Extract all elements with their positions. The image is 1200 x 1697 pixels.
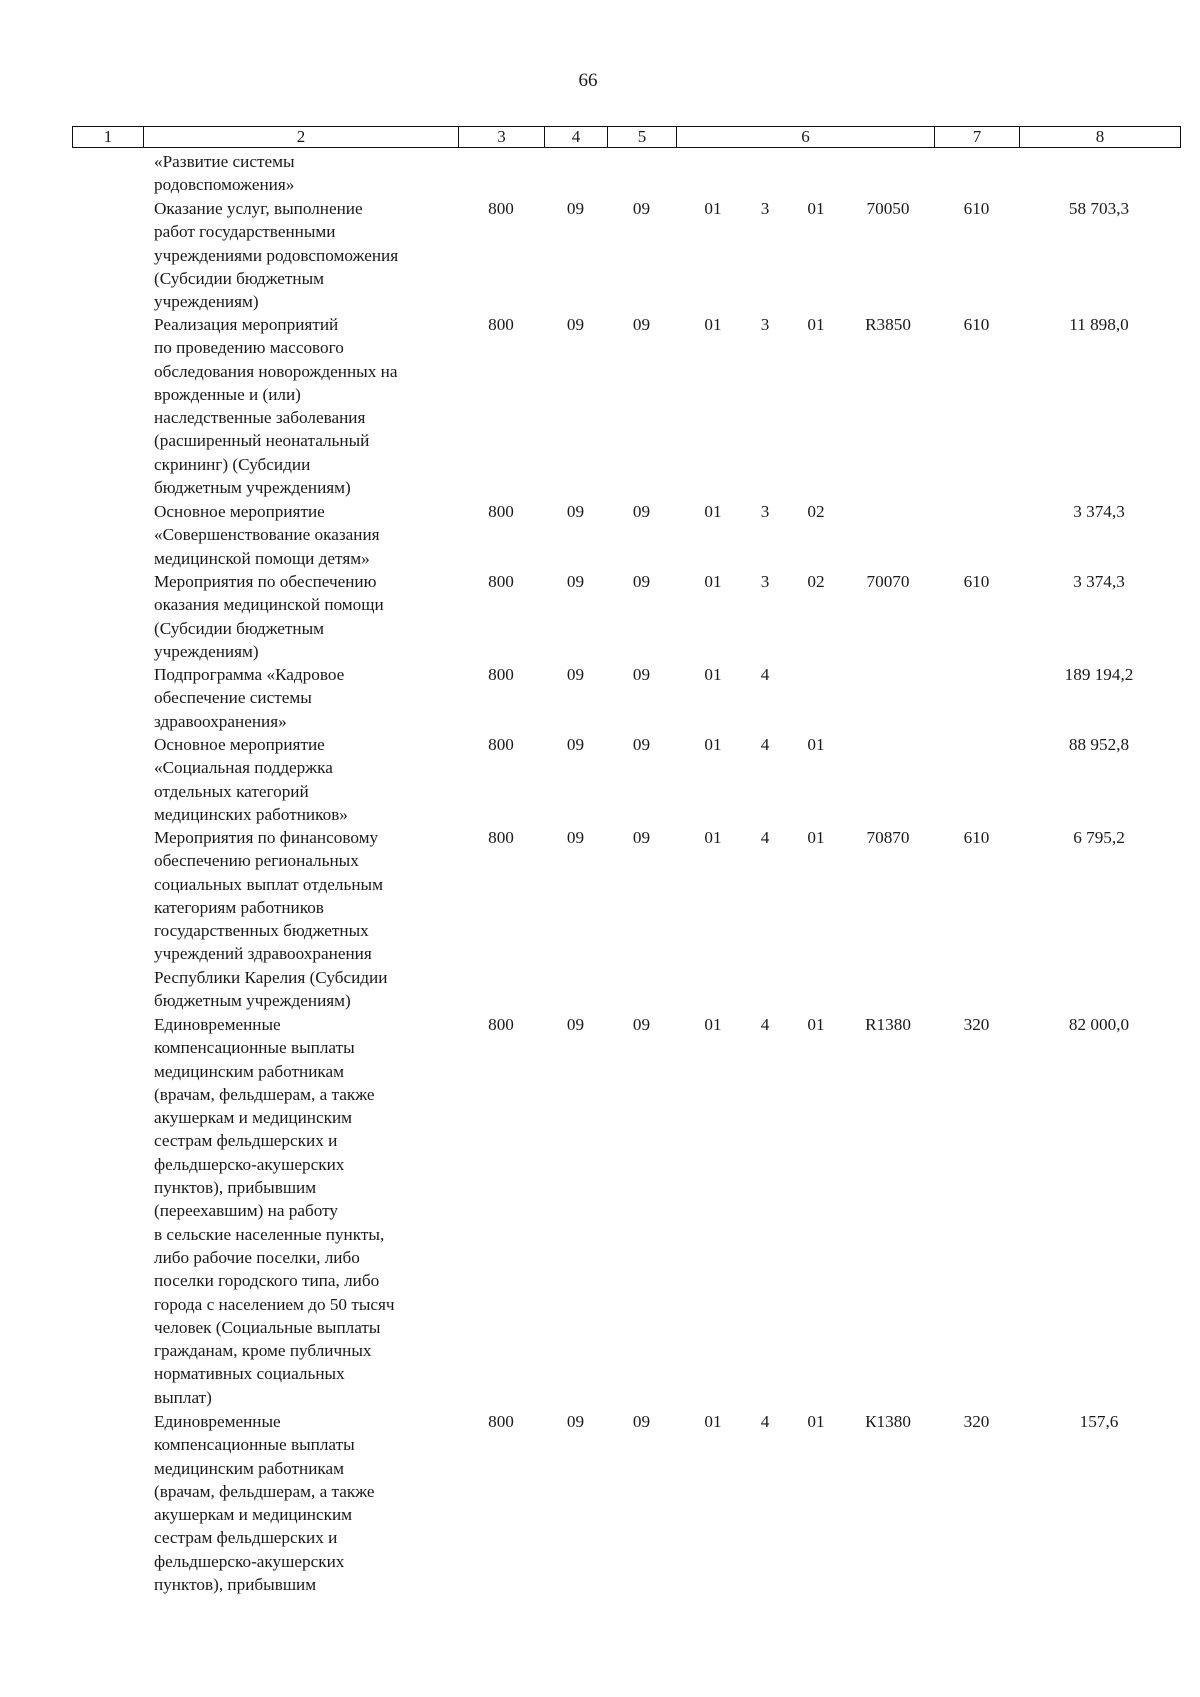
- description-line: врожденные и (или): [154, 384, 301, 404]
- description-line: обеспечению региональных: [154, 851, 359, 871]
- header-col-5: 5: [607, 126, 676, 148]
- description-line: «Развитие системы: [154, 152, 295, 171]
- description-line: Подпрограмма «Кадровое: [154, 665, 345, 684]
- cell-description: [154, 663, 459, 733]
- cell-program: 01: [704, 315, 722, 334]
- cell-direction: R3850: [865, 315, 911, 334]
- cell-subsection: 09: [632, 572, 651, 591]
- cell-description: [154, 826, 459, 1012]
- header-col-1: 1: [72, 126, 143, 148]
- cell-description: [154, 313, 459, 499]
- cell-subsection: 09: [632, 1412, 651, 1431]
- cell-subprogram: 3: [760, 502, 770, 521]
- cell-amount: 189 194,2: [1064, 665, 1134, 684]
- cell-description: [154, 733, 459, 826]
- cell-subprogram: 4: [760, 665, 770, 684]
- description-line: медицинским работникам: [154, 1061, 345, 1081]
- description-line: Реализация мероприятий: [154, 315, 339, 334]
- description-line: нормативных социальных: [154, 1364, 345, 1384]
- description-line: пунктов), прибывшим: [154, 1178, 317, 1198]
- cell-subsection: 09: [632, 1015, 651, 1034]
- description-line: Мероприятия по финансовому: [154, 828, 379, 847]
- description-line: отдельных категорий: [154, 781, 309, 801]
- cell-amount: 6 795,2: [1073, 828, 1125, 847]
- description-line: акушеркам и медицинским: [154, 1505, 353, 1525]
- cell-description: [154, 1013, 459, 1409]
- description-line: оказания медицинской помощи: [154, 595, 384, 615]
- description-line: компенсационные выплаты: [154, 1038, 355, 1058]
- cell-program: 01: [704, 199, 722, 218]
- cell-description: [154, 1410, 459, 1596]
- header-col-2: 2: [143, 126, 458, 148]
- cell-program: 01: [704, 1015, 722, 1034]
- description-line: фельдшерско-акушерских: [154, 1551, 345, 1571]
- cell-expense-type: 610: [963, 572, 990, 591]
- cell-department: 800: [488, 199, 514, 218]
- cell-subprogram: 3: [760, 199, 770, 218]
- description-line: медицинским работникам: [154, 1458, 345, 1478]
- cell-department: 800: [488, 665, 514, 684]
- cell-department: 800: [488, 828, 514, 847]
- cell-measure: 01: [807, 828, 825, 847]
- description-line: учреждений здравоохранения: [154, 944, 372, 964]
- cell-section: 09: [566, 828, 585, 847]
- cell-subsection: 09: [632, 828, 651, 847]
- cell-subprogram: 3: [760, 315, 770, 334]
- cell-section: 09: [566, 502, 585, 521]
- header-col-7: 7: [934, 126, 1019, 148]
- cell-program: 01: [704, 665, 722, 684]
- description-line: «Совершенствование оказания: [154, 525, 380, 545]
- cell-measure: 01: [807, 735, 825, 754]
- cell-amount: 88 952,8: [1068, 735, 1130, 754]
- description-line: гражданам, кроме публичных: [154, 1341, 372, 1361]
- cell-amount: 157,6: [1079, 1412, 1119, 1431]
- description-line: наследственные заболевания: [154, 408, 366, 428]
- description-line: государственных бюджетных: [154, 921, 369, 941]
- cell-department: 800: [488, 1015, 514, 1034]
- header-col-3: 3: [458, 126, 544, 148]
- description-line: фельдшерско-акушерских: [154, 1154, 345, 1174]
- cell-subprogram: 3: [760, 572, 770, 591]
- description-line: (переехавшим) на работу: [154, 1201, 338, 1221]
- cell-subprogram: 4: [760, 735, 770, 754]
- cell-program: 01: [704, 735, 722, 754]
- cell-amount: 11 898,0: [1069, 315, 1129, 334]
- cell-expense-type: 610: [963, 199, 990, 218]
- header-col-6: 6: [676, 126, 934, 148]
- cell-section: 09: [566, 1015, 585, 1034]
- cell-direction: R1380: [865, 1015, 911, 1034]
- cell-section: 09: [566, 199, 585, 218]
- cell-description: [154, 570, 459, 663]
- description-line: (врачам, фельдшерам, а также: [154, 1481, 375, 1501]
- page-number: 66: [578, 70, 598, 91]
- cell-subsection: 09: [632, 735, 651, 754]
- cell-subprogram: 4: [760, 828, 770, 847]
- description-line: человек (Социальные выплаты: [154, 1317, 381, 1337]
- description-line: работ государственными: [154, 222, 336, 242]
- cell-direction: 70050: [866, 199, 910, 218]
- description-line: медицинских работников»: [154, 804, 348, 824]
- description-line: Оказание услуг, выполнение: [154, 199, 363, 218]
- description-line: социальных выплат отдельным: [154, 874, 383, 894]
- description-line: акушеркам и медицинским: [154, 1108, 353, 1128]
- cell-amount: 58 703,3: [1068, 199, 1130, 218]
- description-line: скрининг) (Субсидии: [154, 454, 311, 474]
- description-line: категориям работников: [154, 897, 324, 917]
- cell-measure: 02: [807, 572, 825, 591]
- cell-direction: 70870: [866, 828, 910, 847]
- description-line: Единовременные: [154, 1412, 281, 1431]
- cell-subsection: 09: [632, 665, 651, 684]
- cell-measure: 02: [807, 502, 825, 521]
- cell-direction: 70070: [866, 572, 910, 591]
- description-line: Мероприятия по обеспечению: [154, 572, 377, 591]
- cell-description: [154, 150, 459, 197]
- description-line: либо рабочие поселки, либо: [154, 1247, 360, 1267]
- cell-measure: 01: [807, 315, 825, 334]
- cell-measure: 01: [807, 1412, 825, 1431]
- description-line: сестрам фельдшерских и: [154, 1131, 338, 1151]
- description-line: учреждениям): [154, 641, 259, 661]
- cell-description: [154, 500, 459, 570]
- cell-expense-type: 610: [963, 828, 990, 847]
- cell-section: 09: [566, 572, 585, 591]
- description-line: здравоохранения»: [154, 711, 287, 731]
- description-line: выплат): [154, 1387, 212, 1407]
- description-line: Республики Карелия (Субсидии: [154, 967, 388, 987]
- cell-section: 09: [566, 665, 585, 684]
- cell-expense-type: 320: [963, 1412, 990, 1431]
- description-line: пунктов), прибывшим: [154, 1575, 317, 1595]
- cell-section: 09: [566, 315, 585, 334]
- cell-amount: 3 374,3: [1073, 502, 1125, 521]
- description-line: по проведению массового: [154, 338, 344, 358]
- description-line: родовспоможения»: [154, 175, 295, 195]
- description-line: Основное мероприятие: [154, 735, 325, 754]
- cell-subsection: 09: [632, 315, 651, 334]
- cell-program: 01: [704, 502, 722, 521]
- cell-department: 800: [488, 572, 514, 591]
- description-line: сестрам фельдшерских и: [154, 1528, 338, 1548]
- cell-expense-type: 610: [963, 315, 990, 334]
- cell-section: 09: [566, 1412, 585, 1431]
- description-line: учреждениями родовспоможения: [154, 245, 399, 265]
- description-line: (Субсидии бюджетным: [154, 618, 325, 638]
- description-line: бюджетным учреждениям): [154, 991, 351, 1011]
- description-line: поселки городского типа, либо: [154, 1271, 380, 1291]
- description-line: Основное мероприятие: [154, 502, 325, 521]
- description-line: Единовременные: [154, 1015, 281, 1034]
- cell-expense-type: 320: [963, 1015, 990, 1034]
- cell-program: 01: [704, 828, 722, 847]
- cell-subprogram: 4: [760, 1412, 770, 1431]
- cell-amount: 3 374,3: [1073, 572, 1125, 591]
- description-line: (расширенный неонатальный: [154, 431, 370, 451]
- cell-department: 800: [488, 315, 514, 334]
- header-col-8: 8: [1019, 126, 1181, 148]
- description-line: компенсационные выплаты: [154, 1435, 355, 1455]
- description-line: (врачам, фельдшерам, а также: [154, 1084, 375, 1104]
- cell-department: 800: [488, 502, 514, 521]
- cell-program: 01: [704, 1412, 722, 1431]
- description-line: (Субсидии бюджетным: [154, 268, 325, 288]
- cell-subprogram: 4: [760, 1015, 770, 1034]
- cell-measure: 01: [807, 1015, 825, 1034]
- header-col-4: 4: [544, 126, 607, 148]
- cell-subsection: 09: [632, 502, 651, 521]
- cell-department: 800: [488, 735, 514, 754]
- cell-description: [154, 197, 459, 313]
- description-line: «Социальная поддержка: [154, 758, 333, 778]
- cell-subsection: 09: [632, 199, 651, 218]
- cell-program: 01: [704, 572, 722, 591]
- description-line: учреждениям): [154, 292, 259, 312]
- description-line: обследования новорожденных на: [154, 361, 398, 381]
- cell-section: 09: [566, 735, 585, 754]
- description-line: города с населением до 50 тысяч: [154, 1294, 395, 1314]
- description-line: в сельские населенные пункты,: [154, 1224, 385, 1244]
- description-line: обеспечение системы: [154, 688, 312, 708]
- description-line: бюджетным учреждениям): [154, 478, 351, 498]
- description-line: медицинской помощи детям»: [154, 548, 370, 568]
- cell-direction: К1380: [865, 1412, 911, 1431]
- cell-department: 800: [488, 1412, 514, 1431]
- cell-measure: 01: [807, 199, 825, 218]
- cell-amount: 82 000,0: [1068, 1015, 1130, 1034]
